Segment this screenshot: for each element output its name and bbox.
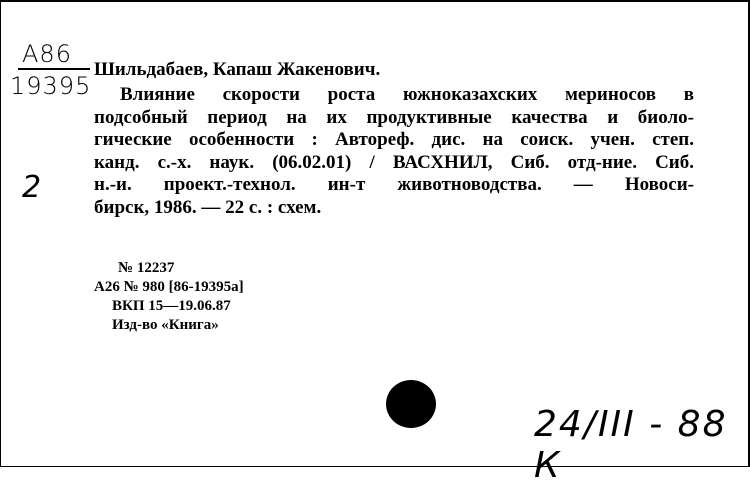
handwritten-order-note: 24/ІІІ - 88 К <box>534 404 728 486</box>
ink-blot <box>386 380 436 428</box>
shelf-mark-top: A86 <box>22 40 72 68</box>
margin-handwritten-mark: 2 <box>22 170 42 205</box>
description-line: Влияние скорости роста южноказахских мериносов в <box>120 84 694 105</box>
publisher-line: Изд-во «Книга» <box>112 317 219 333</box>
card-border-top <box>0 0 750 2</box>
shelf-mark-bottom: 19395 <box>10 72 92 100</box>
vkp-line: ВКП 15—19.06.87 <box>112 298 231 314</box>
description-line: н.-и. проект.-технол. ин-т животноводства. — Новоси- <box>94 174 694 195</box>
shelf-mark-divider <box>18 68 90 70</box>
author-heading: Шильдабаев, Капаш Жакенович. <box>94 59 381 80</box>
catalog-line: А26 № 980 [86-19395а] <box>94 279 244 295</box>
bibliographic-description <box>94 84 694 219</box>
description-line: бирск, 1986. — 22 с. : схем. <box>94 196 322 218</box>
description-line: канд. с.-х. наук. (06.02.01) / ВАСХНИЛ, Сиб. отд-ние. Сиб. <box>94 151 694 173</box>
card-border-left <box>0 0 1 467</box>
description-line: подсобный период на их продуктивные качества и биоло- <box>94 106 694 128</box>
registration-number: № 12237 <box>118 260 175 276</box>
description-line: гические особенности : Автореф. дис. на соиск. учен. степ. <box>94 129 694 150</box>
